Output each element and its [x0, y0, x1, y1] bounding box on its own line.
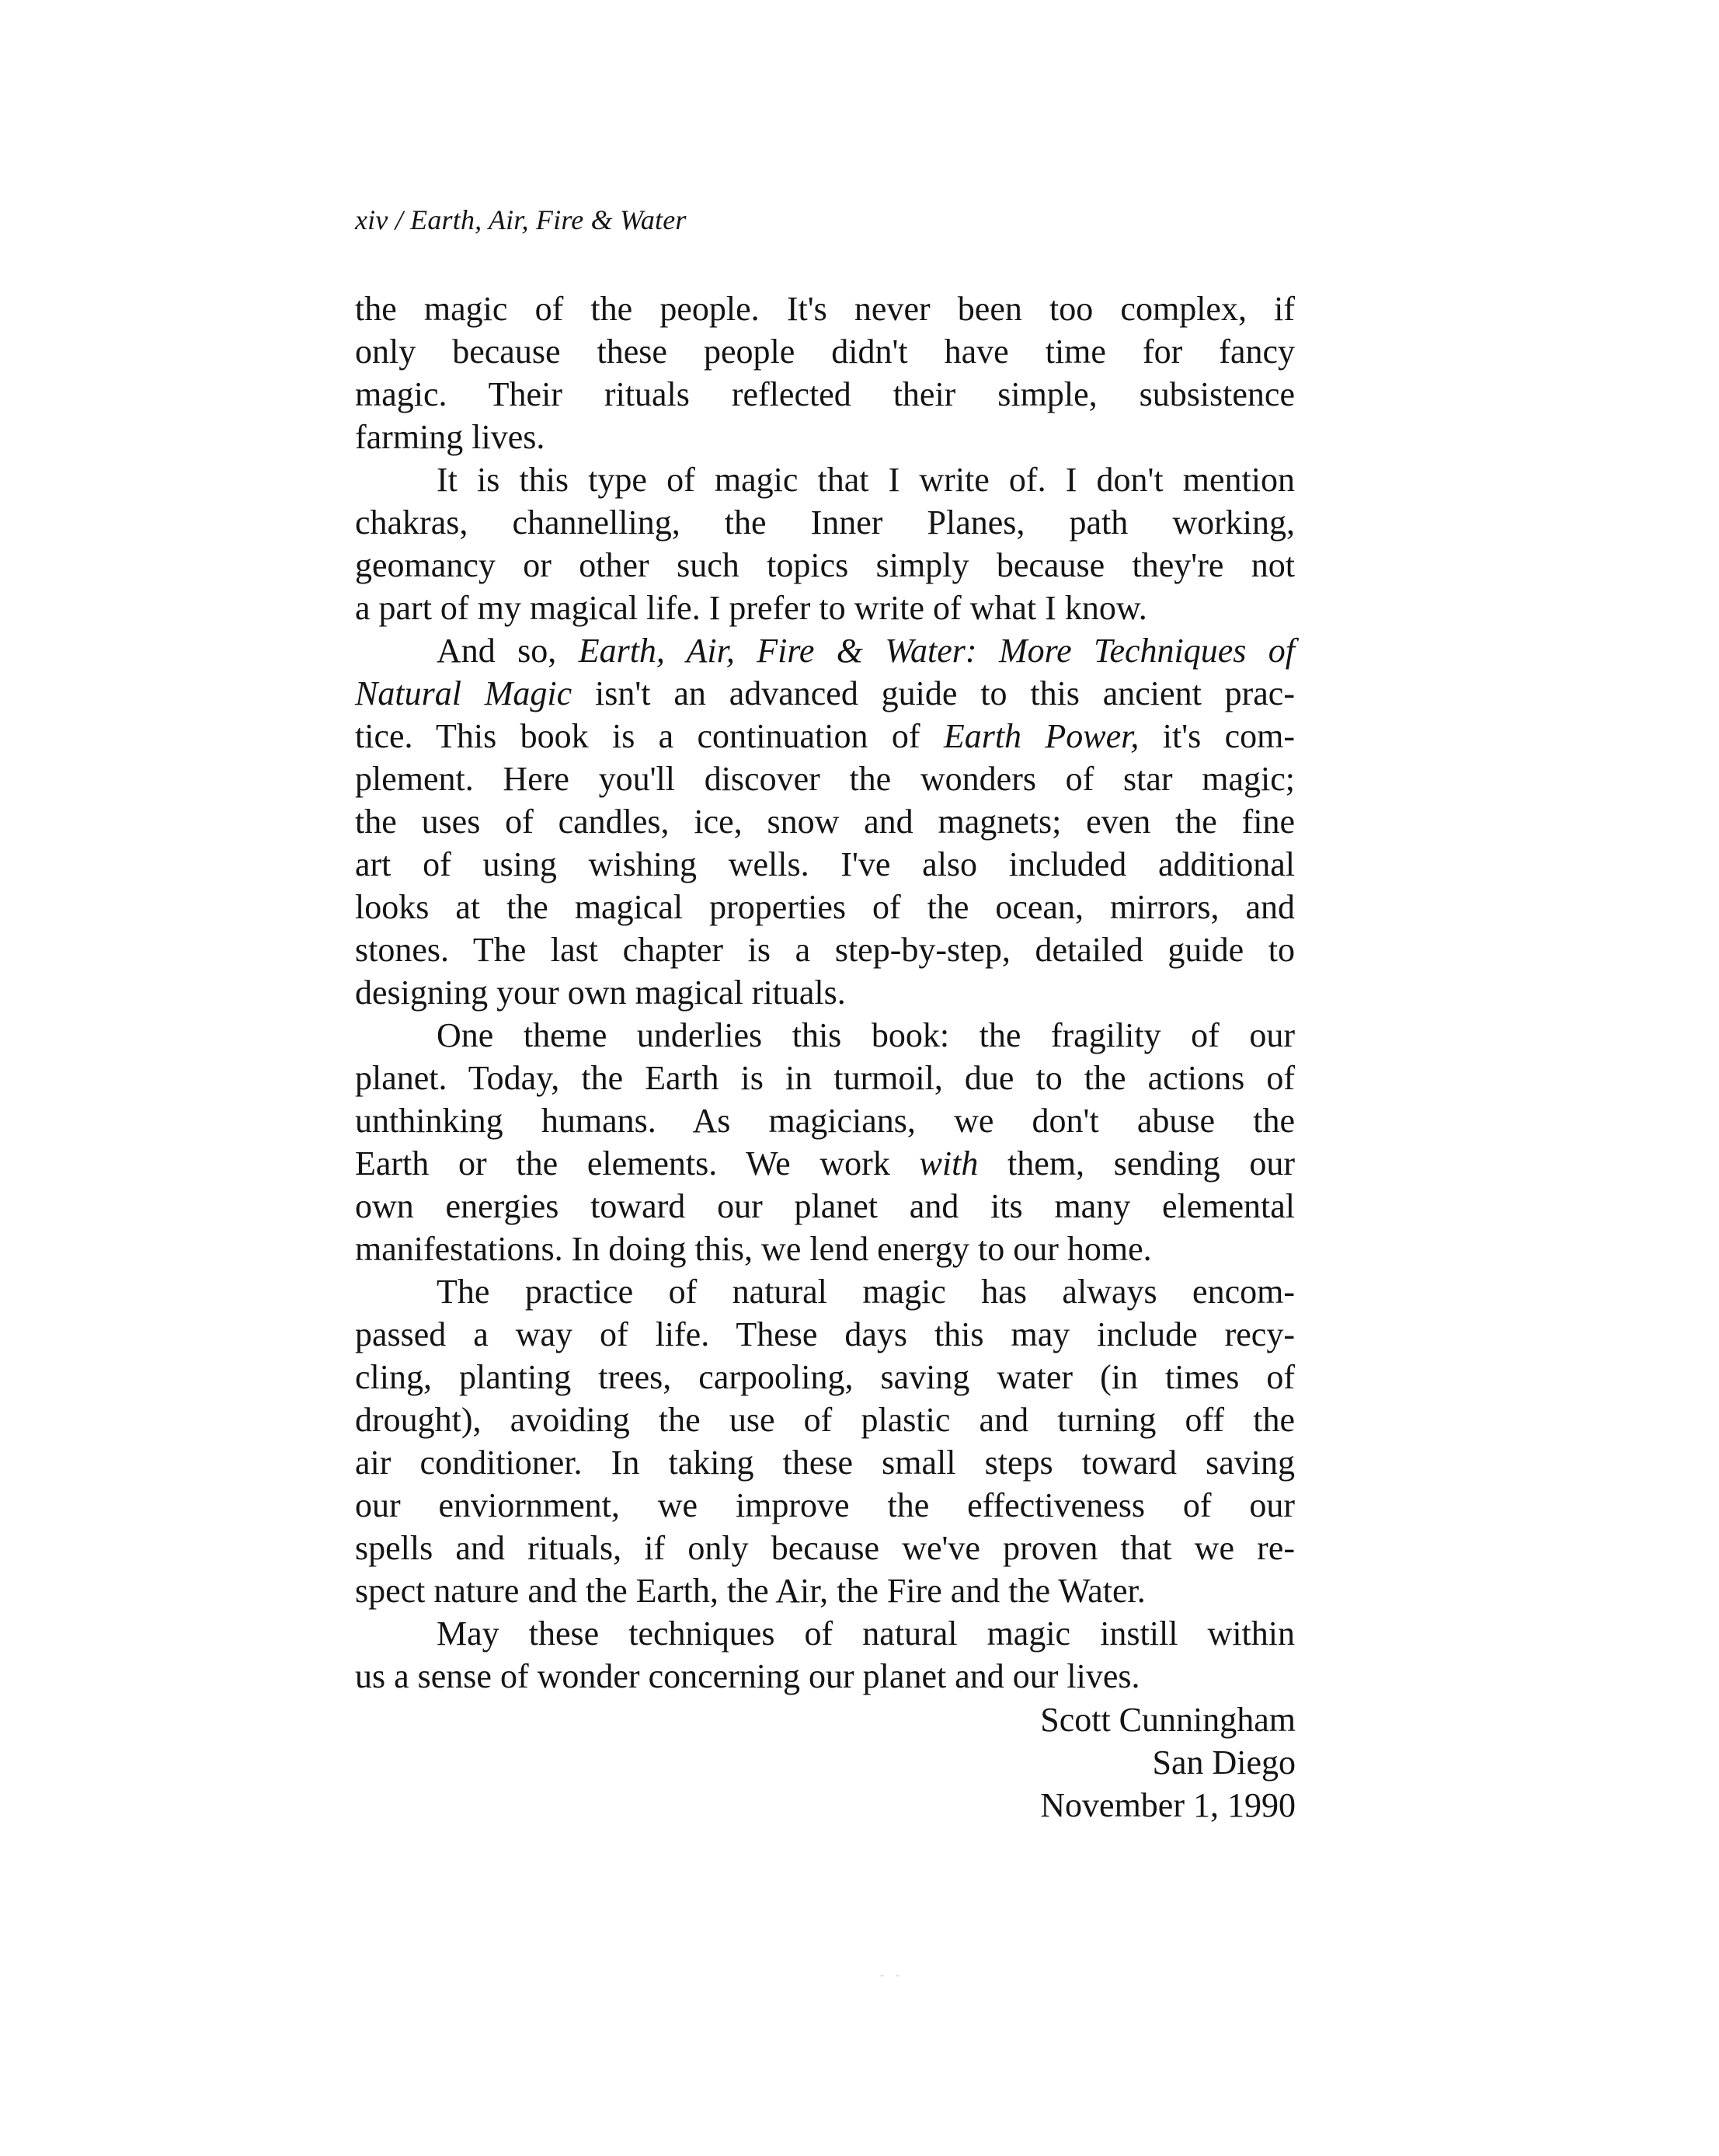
- text-line: only because these people didn't have time for fancy: [355, 333, 1295, 371]
- text-line: stones. The last chapter is a step-by-step, detailed guide to: [355, 931, 1295, 969]
- text-line: own energies toward our planet and its many elemental: [355, 1187, 1295, 1225]
- text-line: [355, 715, 1295, 758]
- text-line: farming lives.: [355, 418, 545, 456]
- text-line: drought), avoiding the use of plastic and turning off the: [355, 1401, 1295, 1439]
- text-line: The practice of natural magic has always encom-: [437, 1273, 1295, 1311]
- text-line: a part of my magical life. I prefer to write of what I know.: [355, 589, 1147, 627]
- text-line: our enviornment, we improve the effectiveness of our: [355, 1486, 1295, 1524]
- text-run: them, sending our: [978, 1144, 1295, 1182]
- text-line: magic. Their rituals reflected their simple, subsistence: [355, 375, 1295, 413]
- text-line: geomancy or other such topics simply because they're not: [355, 546, 1295, 584]
- text-line: [355, 629, 1295, 672]
- date: November 1, 1990: [1040, 1786, 1296, 1824]
- text-line: looks at the magical properties of the ocean, mirrors, and: [355, 888, 1295, 926]
- text-line: air conditioner. In taking these small steps toward saving: [355, 1444, 1295, 1482]
- text-run: isn't an advanced guide to this ancient prac-: [572, 674, 1295, 712]
- text-run: Earth or the elements. We work: [355, 1144, 920, 1182]
- text-line: unthinking humans. As magicians, we don't abuse the: [355, 1102, 1295, 1140]
- text-line: One theme underlies this book: the fragility of our: [437, 1016, 1295, 1054]
- running-head: xiv / Earth, Air, Fire & Water: [355, 204, 687, 235]
- body-text: [355, 287, 1295, 1698]
- signature-block: [1040, 1698, 1296, 1827]
- text-line: spect nature and the Earth, the Air, the Fire and the Water.: [355, 1572, 1146, 1610]
- text-run: tice. This book is a continuation of: [355, 717, 944, 755]
- text-line: the magic of the people. It's never been too complex, if: [355, 290, 1295, 328]
- book-title: Earth Power,: [943, 717, 1140, 755]
- text-line: It is this type of magic that I write of. I don't mention: [437, 461, 1295, 499]
- text-line: May these techniques of natural magic instill within: [437, 1614, 1295, 1653]
- text-line: spells and rituals, if only because we've proven that we re-: [355, 1529, 1295, 1567]
- place: San Diego: [1152, 1743, 1296, 1782]
- text-line: passed a way of life. These days this may include recy-: [355, 1315, 1295, 1353]
- book-title: Natural Magic: [355, 674, 572, 712]
- text-run: it's com-: [1139, 717, 1295, 755]
- text-line: planet. Today, the Earth is in turmoil, due to the actions of: [355, 1059, 1295, 1097]
- book-title: Earth, Air, Fire & Water: More Techniques of: [578, 632, 1296, 670]
- text-line: [355, 1142, 1295, 1185]
- emphasis: with: [919, 1144, 979, 1182]
- text-line: the uses of candles, ice, snow and magnets; even the fine: [355, 803, 1295, 841]
- text-line: [355, 672, 1295, 715]
- author-name: Scott Cunningham: [1040, 1701, 1296, 1739]
- footer-mark: - -: [880, 1970, 904, 1981]
- text-line: us a sense of wonder concerning our planet and our lives.: [355, 1657, 1140, 1695]
- text-line: manifestations. In doing this, we lend energy to our home.: [355, 1230, 1152, 1268]
- text-line: plement. Here you'll discover the wonders of star magic;: [355, 760, 1295, 798]
- text-line: designing your own magical rituals.: [355, 974, 846, 1012]
- text-run: And so,: [437, 632, 579, 670]
- text-line: chakras, channelling, the Inner Planes, path working,: [355, 503, 1295, 542]
- text-line: art of using wishing wells. I've also included additional: [355, 845, 1295, 883]
- text-line: cling, planting trees, carpooling, saving water (in times of: [355, 1358, 1295, 1396]
